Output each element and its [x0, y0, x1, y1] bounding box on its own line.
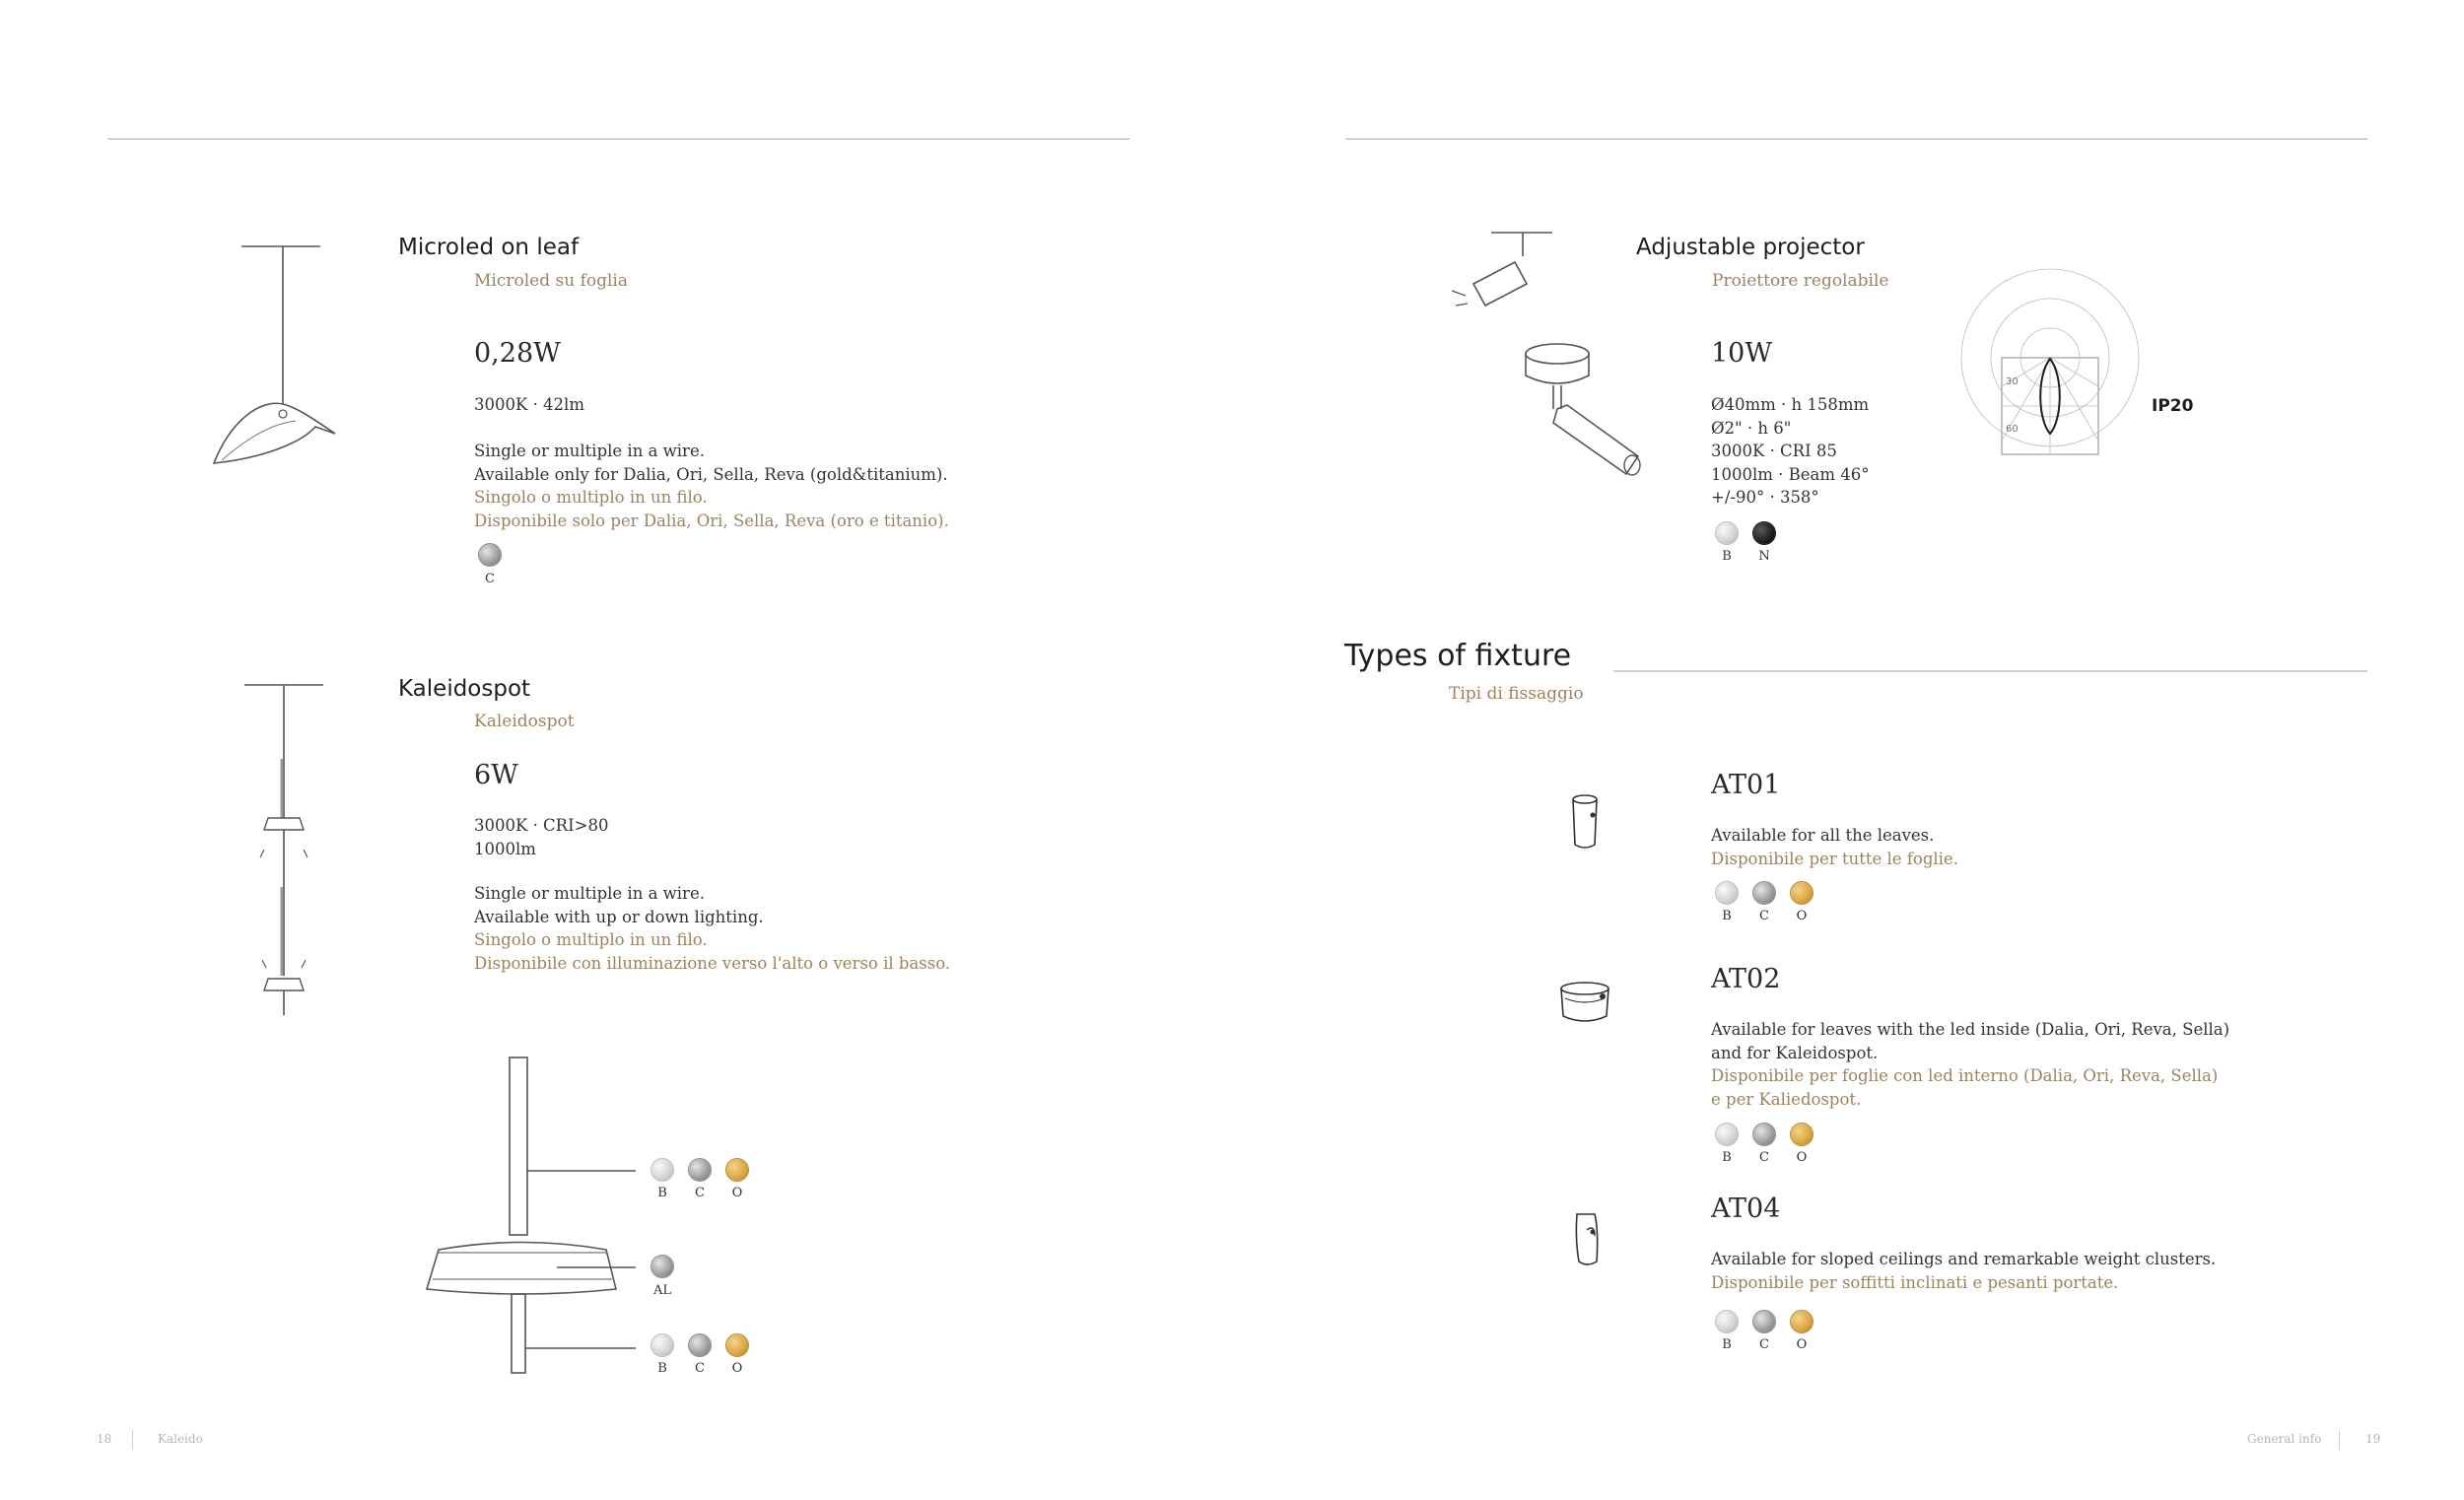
- product-subtitle-microled: Microled su foglia: [474, 271, 629, 291]
- finish-label: B: [1722, 1150, 1732, 1165]
- finish-label: C: [1759, 909, 1769, 923]
- finish-swatch-white: [1716, 1124, 1738, 1145]
- product-title-microled: Microled on leaf: [398, 235, 580, 260]
- spec-line: Ø40mm · h 158mm: [1711, 395, 1870, 414]
- fixture-at01-icon: [1567, 793, 1607, 852]
- beam-label-60: 60: [2006, 424, 2019, 435]
- finish-swatch-white: [1716, 522, 1738, 544]
- projector-track-illustration: [1444, 227, 1562, 325]
- finish-label: O: [731, 1186, 743, 1200]
- spec-line: 1000lm: [474, 839, 536, 858]
- finish-swatch-white: [651, 1334, 673, 1356]
- fixture-code-at04: AT04: [1711, 1193, 1781, 1224]
- product-power-projector: 10W: [1711, 338, 1773, 369]
- finish-swatch-chrome: [689, 1159, 711, 1181]
- product-desc-kaleidospot: [474, 882, 950, 975]
- finish-label: O: [1796, 909, 1808, 923]
- product-subtitle-projector: Proiettore regolabile: [1712, 271, 1889, 291]
- finish-label: N: [1758, 549, 1770, 564]
- fixture-desc-at02: [1711, 1018, 2229, 1111]
- footer-section-name: General info: [2247, 1432, 2322, 1446]
- finish-label: B: [657, 1361, 667, 1376]
- product-specs-microled: [474, 393, 584, 417]
- desc-en-line: Available only for Dalia, Ori, Sella, Reva (gold&titanium).: [474, 464, 948, 484]
- finish-swatch-white: [1716, 1311, 1738, 1332]
- product-title-projector: Adjustable projector: [1636, 235, 1865, 260]
- finish-swatch-chrome: [1753, 1124, 1775, 1145]
- desc-it-line: e per Kaliedospot.: [1711, 1089, 1862, 1109]
- footer-publication-name: Kaleido: [158, 1432, 203, 1446]
- microled-leaf-illustration: [202, 241, 350, 488]
- desc-en-line: Single or multiple in a wire.: [474, 442, 705, 460]
- finish-label: O: [1796, 1150, 1808, 1165]
- finish-label: B: [1722, 549, 1732, 564]
- desc-en-line: Available for leaves with the led inside (Dalia, Ori, Reva, Sella): [1711, 1020, 2230, 1039]
- finish-swatch-gold: [1791, 882, 1813, 904]
- desc-it-line: Singolo o multiplo in un filo.: [474, 488, 708, 507]
- desc-en-line: Available for all the leaves.: [1711, 826, 1935, 845]
- fixture-desc-at01: [1711, 824, 1958, 870]
- fixture-at04-icon: [1569, 1210, 1608, 1269]
- finish-swatch-white: [1716, 882, 1738, 904]
- beam-label-30: 30: [2006, 376, 2019, 387]
- kaleidospot-exploded-diagram: [419, 1053, 665, 1378]
- desc-it-line: Disponibile solo per Dalia, Ori, Sella, Reva (oro e titanio).: [474, 511, 949, 530]
- finish-swatch-gold: [1791, 1311, 1813, 1332]
- finish-swatch-chrome: [479, 544, 501, 566]
- desc-en-line: and for Kaleidospot.: [1711, 1043, 1879, 1062]
- spec-line: 3000K · 42lm: [474, 395, 584, 414]
- spec-line: 3000K · CRI>80: [474, 816, 609, 835]
- left-top-rule: [107, 138, 1129, 140]
- section-rule-fixtures: [1613, 670, 2367, 672]
- kaleidospot-illustration: [237, 680, 355, 1015]
- finish-swatch-chrome: [1753, 882, 1775, 904]
- product-title-kaleidospot: Kaleidospot: [398, 676, 531, 702]
- finish-label: B: [1722, 909, 1732, 923]
- section-title-fixtures: Types of fixture: [1344, 639, 1572, 673]
- finish-swatch-black: [1753, 522, 1775, 544]
- finish-label: C: [695, 1361, 705, 1376]
- page-number-left: 18: [97, 1432, 112, 1446]
- finish-label: C: [1759, 1150, 1769, 1165]
- finish-swatch-chrome: [1753, 1311, 1775, 1332]
- finish-label: AL: [652, 1283, 672, 1298]
- finish-label: B: [1722, 1337, 1732, 1352]
- finish-swatch-chrome: [689, 1334, 711, 1356]
- right-top-rule: [1345, 138, 2367, 140]
- desc-it-line: Disponibile per soffitti inclinati e pesanti portate.: [1711, 1272, 2119, 1292]
- footer-divider: [2339, 1430, 2340, 1450]
- desc-it-line: Disponibile per foglie con led interno (Dalia, Ori, Reva, Sella): [1711, 1066, 2219, 1085]
- desc-it-line: Singolo o multiplo in un filo.: [474, 930, 708, 949]
- desc-it-line: Disponibile con illuminazione verso l'alto o verso il basso.: [474, 953, 951, 973]
- fixture-desc-at04: [1711, 1248, 2216, 1294]
- desc-en-line: Available for sloped ceilings and remarkable weight clusters.: [1711, 1250, 2217, 1268]
- product-subtitle-kaleidospot: Kaleidospot: [474, 712, 575, 731]
- finish-swatch-white: [651, 1159, 673, 1181]
- finish-swatch-gold: [726, 1159, 748, 1181]
- spec-line: 3000K · CRI 85: [1711, 442, 1837, 460]
- finish-swatch-gold: [726, 1334, 748, 1356]
- product-specs-projector: [1711, 393, 1870, 510]
- product-power-microled: 0,28W: [474, 338, 561, 369]
- ip-rating: IP20: [2152, 396, 2194, 416]
- finish-label: C: [695, 1186, 705, 1200]
- footer-divider: [132, 1430, 133, 1450]
- finish-label: B: [657, 1186, 667, 1200]
- fixture-code-at02: AT02: [1711, 964, 1781, 994]
- page-number-right: 19: [2365, 1432, 2381, 1446]
- finish-swatch-aluminium: [651, 1256, 673, 1277]
- product-desc-microled: [474, 440, 949, 532]
- product-power-kaleidospot: 6W: [474, 760, 518, 790]
- finish-label: O: [1796, 1337, 1808, 1352]
- spec-line: +/-90° · 358°: [1711, 488, 1819, 507]
- section-subtitle-fixtures: Tipi di fissaggio: [1449, 684, 1584, 704]
- desc-it-line: Disponibile per tutte le foglie.: [1711, 849, 1958, 868]
- finish-label: O: [731, 1361, 743, 1376]
- beam-angle-diagram: [2001, 357, 2099, 455]
- spec-line: 1000lm · Beam 46°: [1711, 464, 1870, 484]
- projector-surface-illustration: [1518, 340, 1656, 488]
- finish-label: C: [1759, 1337, 1769, 1352]
- finish-swatch-gold: [1791, 1124, 1813, 1145]
- spec-line: Ø2" · h 6": [1711, 418, 1792, 438]
- fixture-code-at01: AT01: [1711, 770, 1781, 800]
- desc-en-line: Available with up or down lighting.: [474, 907, 764, 926]
- finish-label: C: [485, 572, 495, 586]
- fixture-at02-icon: [1559, 981, 1618, 1030]
- product-specs-kaleidospot: [474, 814, 608, 860]
- desc-en-line: Single or multiple in a wire.: [474, 884, 705, 903]
